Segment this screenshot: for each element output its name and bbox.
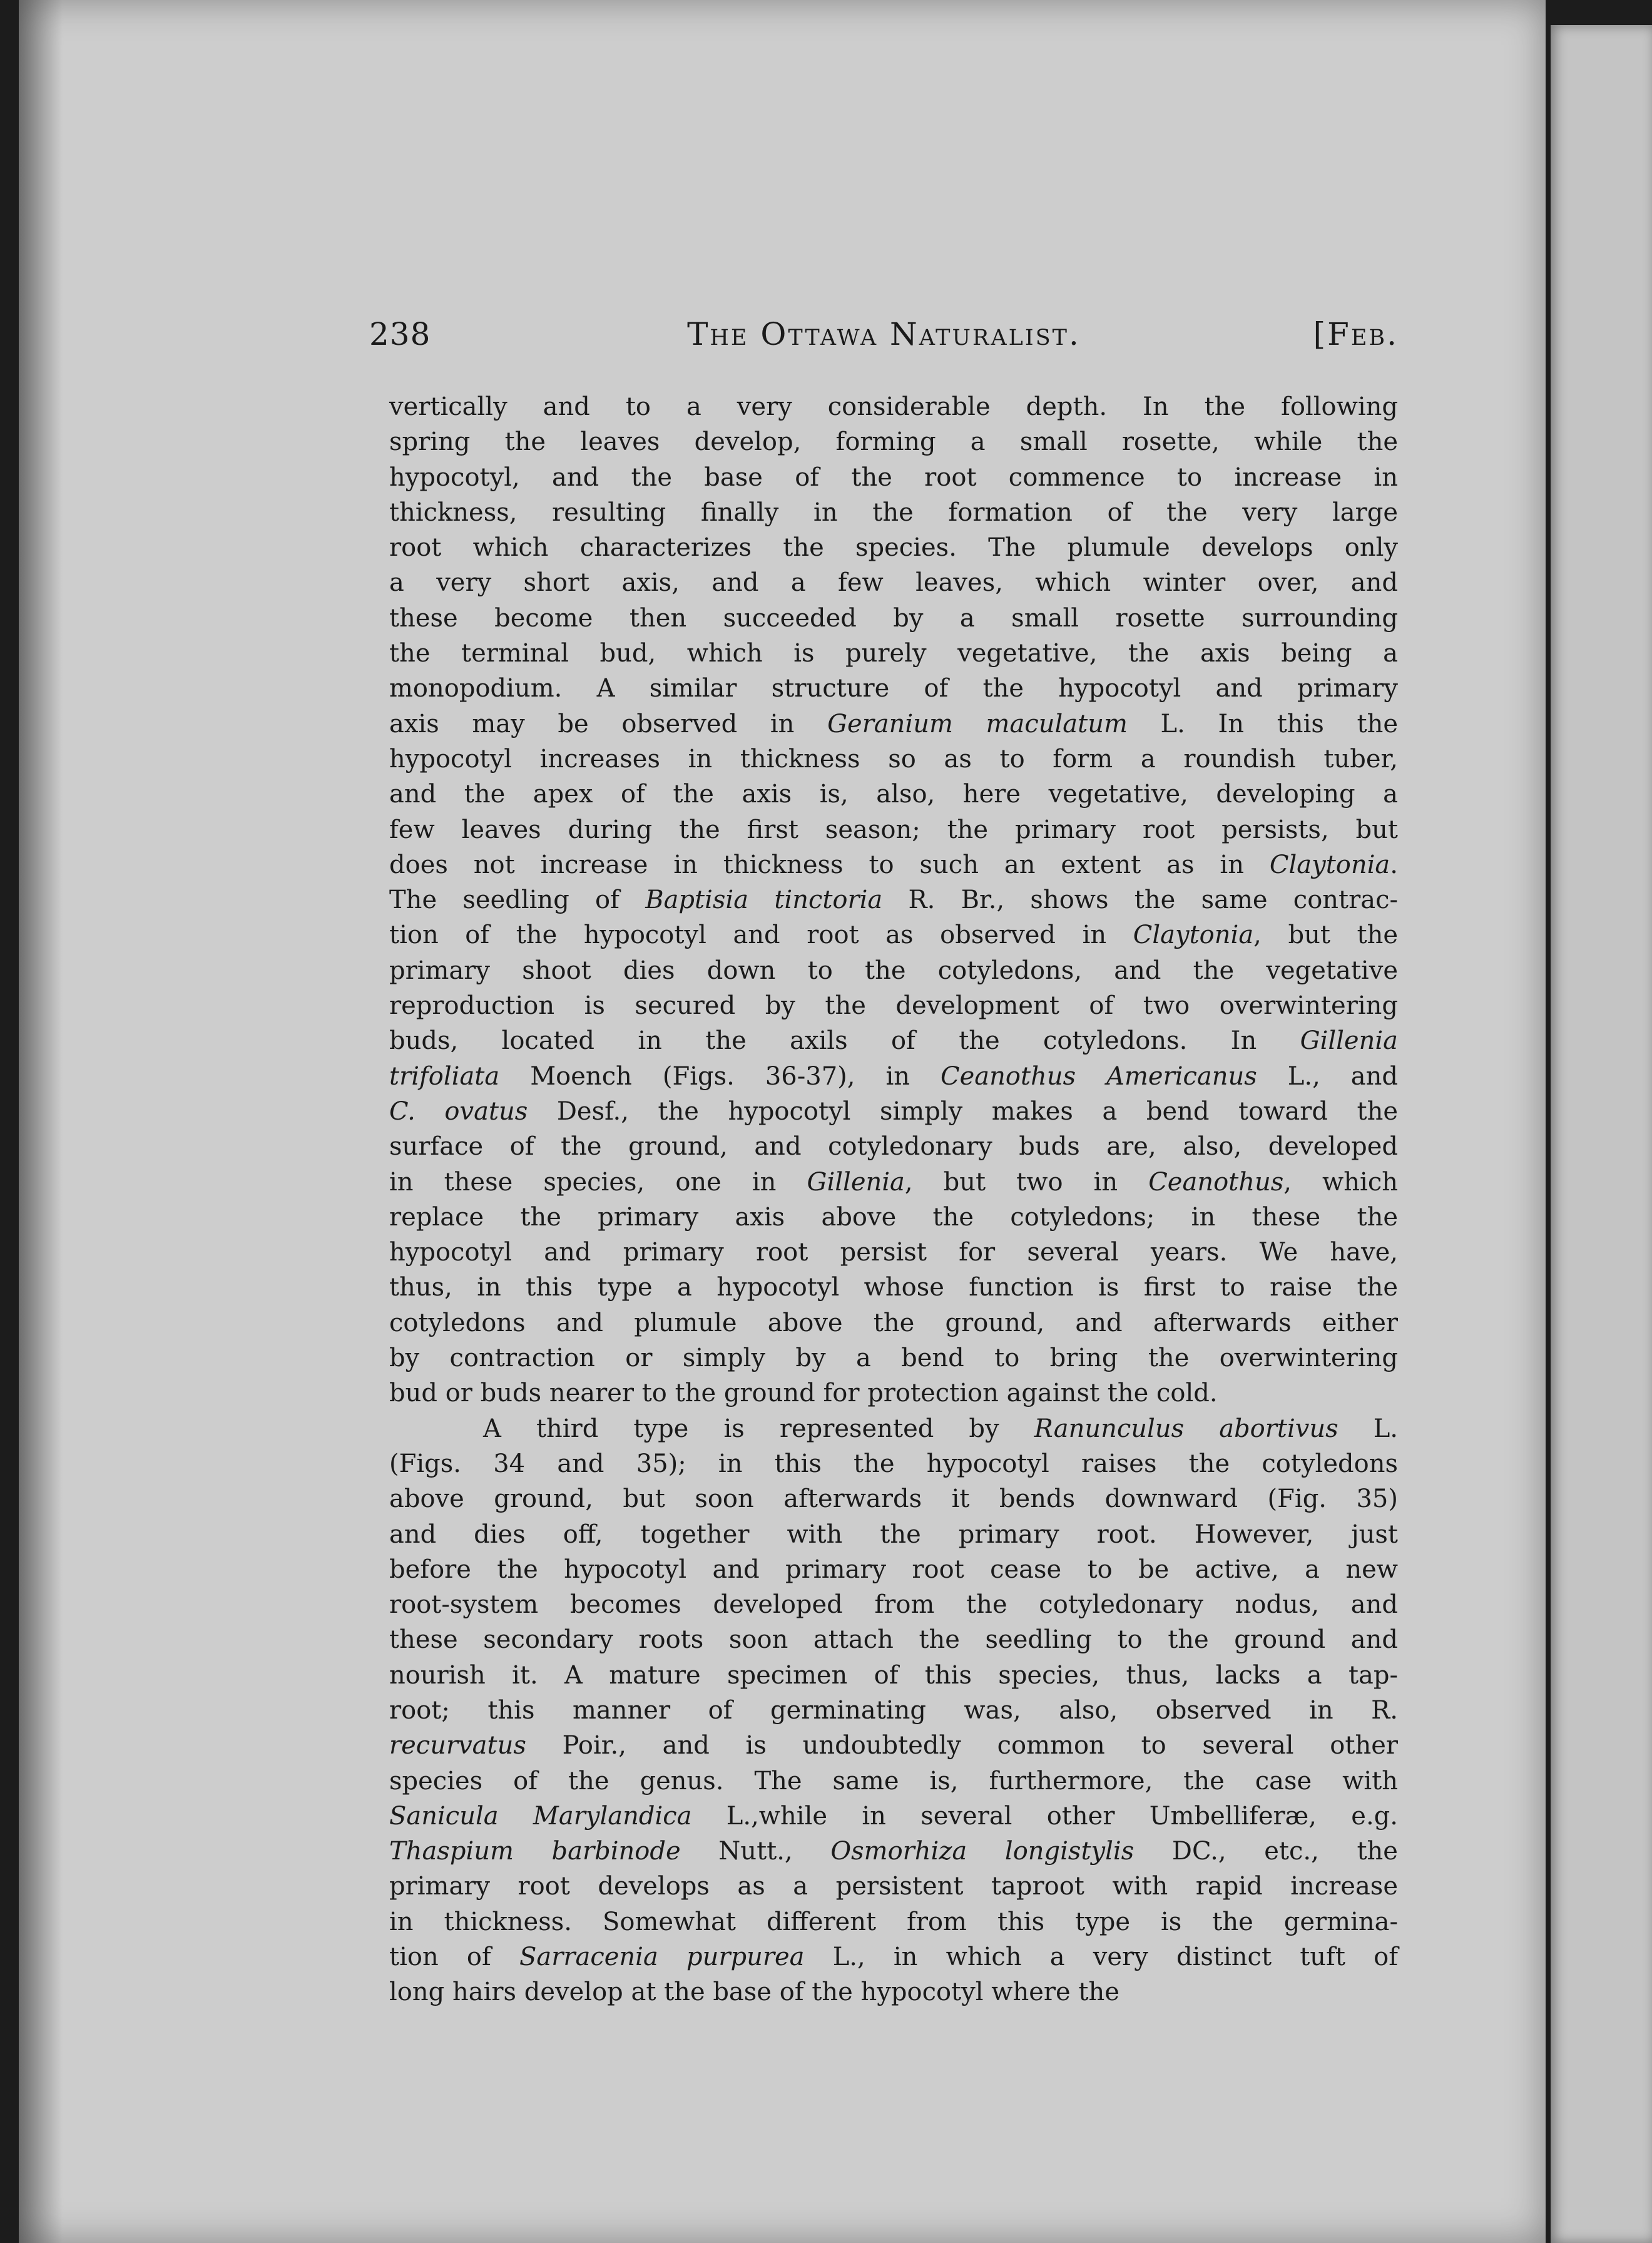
text-segment: reproduction is secured by the development of two overwintering [389, 991, 1398, 1021]
text-segment: thus, in this type a hypocotyl whose function is first to raise the [389, 1273, 1398, 1302]
text-line [389, 1728, 1398, 1763]
text-line [389, 1939, 1398, 1975]
adjacent-page-edge [1551, 25, 1652, 2243]
italic-taxon-name: Claytonia [1133, 921, 1254, 950]
italic-taxon-name: Sarracenia purpurea [519, 1943, 805, 1972]
text-segment: spring the leaves develop, forming a small rosette, while the [389, 427, 1398, 457]
text-segment: long hairs develop at the base of the hypocotyl where the [389, 1978, 1119, 2007]
text-line [389, 847, 1398, 882]
text-segment: replace the primary axis above the cotyledons; in these the [389, 1202, 1398, 1232]
text-line [389, 1305, 1398, 1341]
body-text [389, 389, 1398, 2010]
text-line [389, 530, 1398, 565]
text-segment: Nutt., [680, 1837, 831, 1866]
text-segment: hypocotyl, and the base of the root commence to increase in [389, 462, 1398, 492]
italic-taxon-name: Osmorhiza longistylis [830, 1837, 1134, 1866]
italic-taxon-name: Thaspium barbinode [389, 1837, 681, 1866]
book-page [19, 0, 1546, 2243]
text-segment: DC., etc., the [1134, 1837, 1398, 1866]
text-line [389, 1693, 1398, 1728]
text-segment: and dies off, together with the primary root. However, just [389, 1520, 1398, 1549]
text-line [389, 1411, 1398, 1446]
text-line [389, 389, 1398, 424]
italic-taxon-name: Claytonia [1269, 850, 1390, 879]
text-segment: tion of [389, 1943, 519, 1972]
text-segment: cotyledons and plumule above the ground, and afterwards either [389, 1308, 1398, 1337]
text-segment: The seedling of [389, 886, 646, 915]
text-line [389, 917, 1398, 953]
text-line [389, 495, 1398, 530]
italic-taxon-name: trifoliata [389, 1061, 500, 1091]
text-line [389, 707, 1398, 742]
text-line [389, 1023, 1398, 1058]
text-segment: A third type is represented by [483, 1414, 1034, 1443]
text-line [389, 882, 1398, 917]
text-line [389, 1552, 1398, 1587]
text-segment: (Figs. 34 and 35); in this the hypocotyl raises the cotyledons [389, 1449, 1398, 1478]
text-segment: L.,while in several other Umbelliferæ, e.g. [691, 1801, 1398, 1831]
text-segment: these become then succeeded by a small rosette surrounding [389, 603, 1398, 633]
text-segment: monopodium. A similar structure of the hypocotyl and primary [389, 674, 1398, 703]
text-line [389, 1481, 1398, 1516]
text-line [389, 777, 1398, 812]
text-segment: and the apex of the axis is, also, here vegetative, developing a [389, 780, 1398, 809]
text-segment: primary root develops as a persistent taproot with rapid increase [389, 1872, 1398, 1901]
text-segment: by contraction or simply by a bend to bring the overwintering [389, 1344, 1398, 1373]
italic-taxon-name: Sanicula Marylandica [389, 1801, 692, 1831]
text-segment: thickness, resulting finally in the formation of the very large [389, 498, 1398, 527]
text-segment: above ground, but soon afterwards it bends downward (Fig. 35) [389, 1484, 1398, 1514]
text-segment: , but two in [904, 1167, 1149, 1197]
text-segment: tion of the hypocotyl and root as observed in [389, 921, 1133, 950]
text-segment: the terminal bud, which is purely vegetative, the axis being a [389, 639, 1398, 668]
text-line [389, 636, 1398, 671]
text-segment: axis may be observed in [389, 709, 828, 738]
text-line [389, 742, 1398, 777]
text-line [389, 1446, 1398, 1481]
italic-taxon-name: Baptisia tinctoria [645, 886, 883, 915]
running-header [369, 316, 1399, 360]
text-line [389, 1341, 1398, 1376]
text-line [389, 424, 1398, 459]
text-line [389, 1129, 1398, 1164]
text-segment: Poir., and is undoubtedly common to several other [526, 1731, 1398, 1760]
text-segment: , which [1283, 1167, 1398, 1197]
text-segment: few leaves during the first season; the primary root persists, but [389, 815, 1398, 844]
journal-title: The Ottawa Naturalist. [687, 316, 1081, 352]
text-segment: in thickness. Somewhat different from this type is the germina- [389, 1907, 1398, 1936]
text-segment: L., in which a very distinct tuft of [804, 1943, 1398, 1972]
text-line [389, 1834, 1398, 1869]
text-line [389, 671, 1398, 706]
text-segment: L. [1338, 1414, 1398, 1443]
text-line [389, 953, 1398, 988]
text-segment: in these species, one in [389, 1167, 807, 1197]
text-line [389, 1200, 1398, 1235]
page-number: 238 [369, 316, 431, 352]
text-line [389, 1764, 1398, 1799]
text-line [389, 1587, 1398, 1622]
text-segment: root which characterizes the species. The plumule develops only [389, 533, 1398, 563]
text-segment: , but the [1253, 921, 1399, 950]
italic-taxon-name: Gillenia [807, 1167, 905, 1197]
text-line [389, 1904, 1398, 1939]
text-segment: species of the genus. The same is, furthermore, the case with [389, 1766, 1398, 1796]
text-line [389, 1975, 1398, 2010]
text-line [389, 1376, 1398, 1411]
text-line [389, 1799, 1398, 1834]
text-segment: root; this manner of germinating was, also, observed in R. [389, 1695, 1398, 1725]
text-segment: L. In this the [1127, 709, 1399, 738]
italic-taxon-name: Ceanothus Americanus [941, 1061, 1257, 1091]
text-segment: before the hypocotyl and primary root cease to be active, a new [389, 1555, 1398, 1584]
text-line [389, 1869, 1398, 1904]
text-line [389, 988, 1398, 1023]
text-line [389, 601, 1398, 636]
italic-taxon-name: Geranium maculatum [827, 709, 1128, 738]
text-segment: Moench (Figs. 36-37), in [499, 1061, 941, 1091]
italic-taxon-name: C. ovatus [389, 1096, 528, 1126]
section-mark: [Feb. [1313, 316, 1399, 352]
text-segment: root-system becomes developed from the cotyledonary nodus, and [389, 1590, 1398, 1620]
text-line [389, 1059, 1398, 1094]
text-line [389, 1622, 1398, 1657]
text-segment: surface of the ground, and cotyledonary buds are, also, developed [389, 1132, 1398, 1162]
text-segment: Desf., the hypocotyl simply makes a bend toward the [528, 1096, 1398, 1126]
text-line [389, 460, 1398, 495]
text-segment: buds, located in the axils of the cotyledons. In [389, 1026, 1300, 1056]
text-segment: . [1390, 850, 1398, 879]
text-line [389, 565, 1398, 600]
text-line [389, 1094, 1398, 1129]
text-line [389, 1658, 1398, 1693]
text-line [389, 1517, 1398, 1552]
text-line [389, 1165, 1398, 1200]
italic-taxon-name: recurvatus [389, 1731, 526, 1760]
text-segment: nourish it. A mature specimen of this species, thus, lacks a tap- [389, 1660, 1398, 1690]
italic-taxon-name: Ranunculus abortivus [1034, 1414, 1338, 1443]
text-segment: R. Br., shows the same contrac- [882, 886, 1399, 915]
text-line [389, 812, 1398, 847]
text-segment: does not increase in thickness to such an extent as in [389, 850, 1270, 879]
text-segment: these secondary roots soon attach the seedling to the ground and [389, 1625, 1398, 1655]
text-segment: L., and [1257, 1061, 1398, 1091]
text-line [389, 1270, 1398, 1305]
text-line [389, 1235, 1398, 1270]
text-segment: a very short axis, and a few leaves, which winter over, and [389, 568, 1398, 598]
italic-taxon-name: Ceanothus [1148, 1167, 1284, 1197]
text-segment: primary shoot dies down to the cotyledons, and the vegetative [389, 956, 1398, 985]
text-segment: hypocotyl increases in thickness so as to form a roundish tuber, [389, 744, 1398, 774]
text-segment: hypocotyl and primary root persist for several years. We have, [389, 1238, 1398, 1267]
text-segment: bud or buds nearer to the ground for protection against the cold. [389, 1379, 1218, 1408]
text-segment: vertically and to a very considerable depth. In the following [389, 392, 1398, 421]
italic-taxon-name: Gillenia [1300, 1026, 1398, 1056]
